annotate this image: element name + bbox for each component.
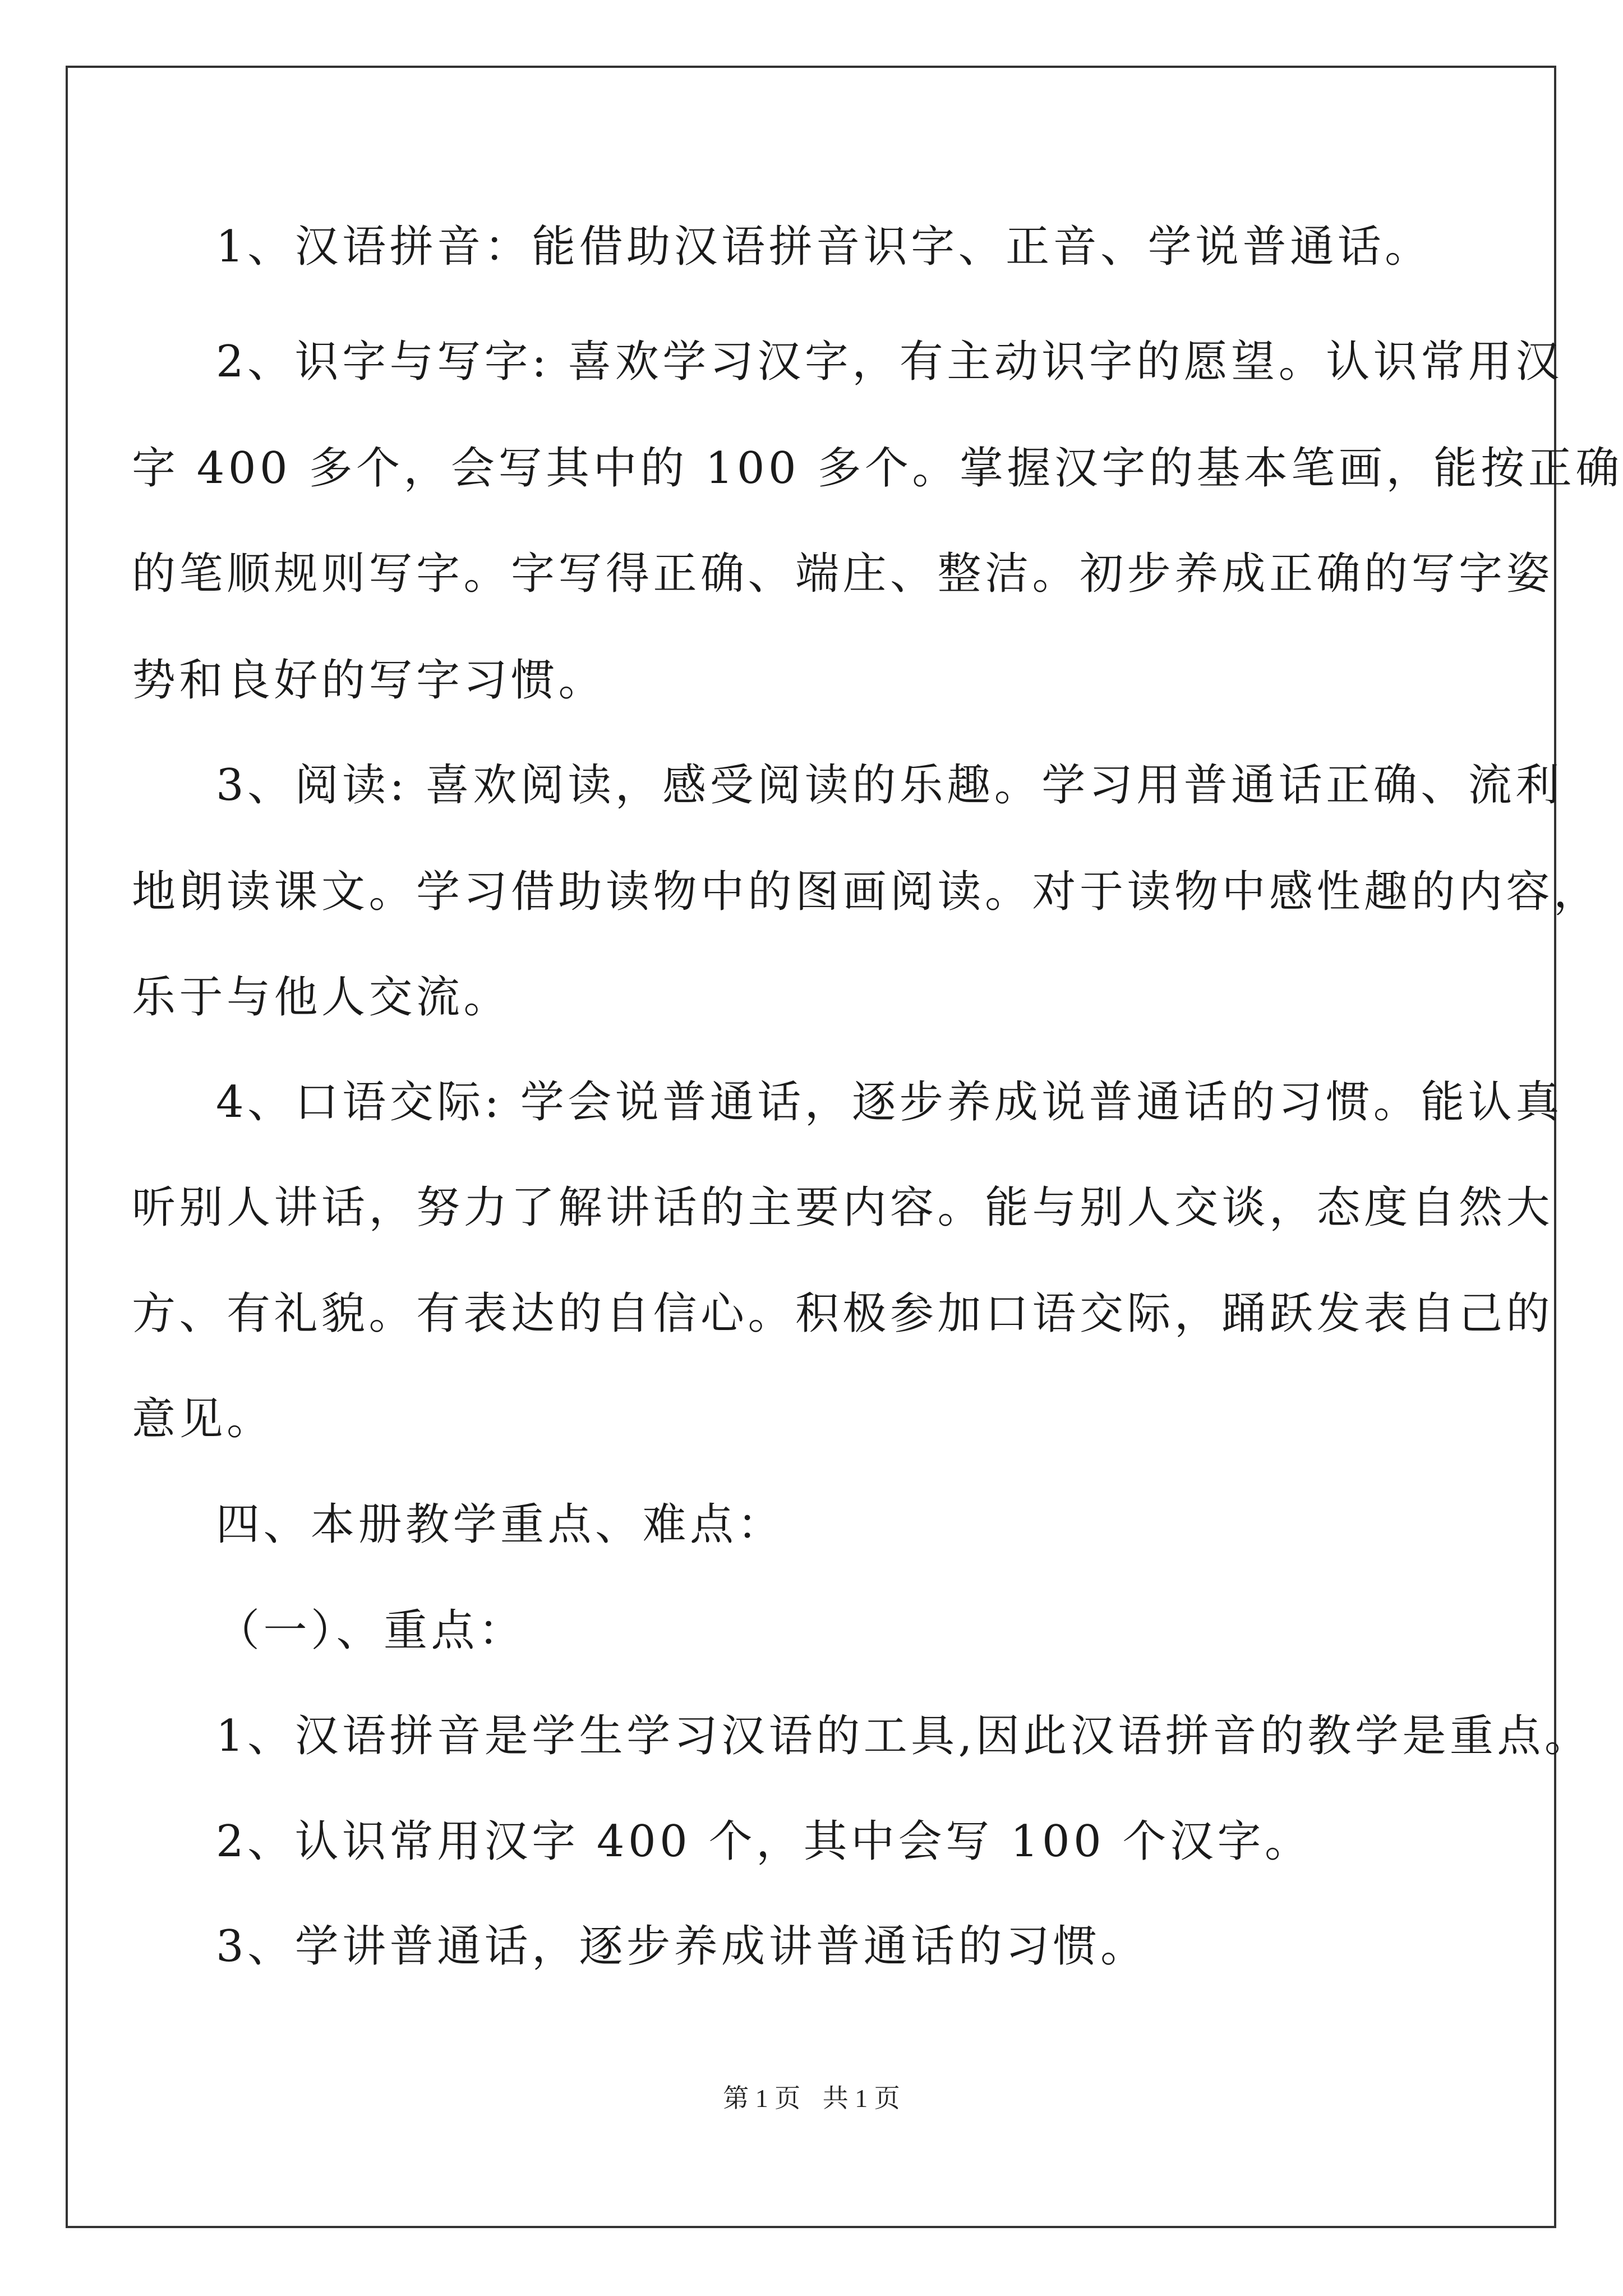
paragraph-line: 势和良好的写字习惯。: [132, 655, 606, 706]
page-border: [66, 66, 1556, 2228]
paragraph-line: 2、识字与写字: 喜欢学习汉字，有主动识字的愿望。认识常用汉: [216, 337, 1563, 387]
paragraph-line: 听别人讲话，努力了解讲话的主要内容。能与别人交谈，态度自然大: [132, 1182, 1554, 1233]
section-heading: 四、本册教学重点、难点：: [216, 1499, 785, 1550]
paragraph-line: 地朗读课文。学习借助读物中的图画阅读。对于读物中感性趣的内容，: [132, 867, 1601, 917]
paragraph-line: 意见。: [132, 1394, 274, 1444]
subsection-heading: （一）、重点：: [216, 1605, 526, 1656]
paragraph-line: 方、有礼貌。有表达的自信心。积极参加口语交际，踊跃发表自己的: [132, 1289, 1554, 1339]
paragraph-line: 的笔顺规则写字。字写得正确、端庄、整洁。初步养成正确的写字姿: [132, 549, 1554, 599]
page-total: 共 1 页: [822, 2084, 900, 2113]
page-footer: [0, 2083, 1623, 2114]
paragraph-line: 字 400 多个，会写其中的 100 多个。掌握汉字的基本笔画，能按正确: [132, 443, 1623, 494]
page-number: 第 1 页: [723, 2084, 801, 2113]
paragraph-line: 4、口语交际: 学会说普通话，逐步养成说普通话的习惯。能认真: [216, 1077, 1563, 1128]
key-point-item: 2、认识常用汉字 400 个，其中会写 100 个汉字。: [216, 1816, 1312, 1867]
key-point-item: 3、学讲普通话，逐步养成讲普通话的习惯。: [216, 1921, 1148, 1972]
paragraph-line: 3、阅读: 喜欢阅读，感受阅读的乐趣。学习用普通话正确、流利: [216, 760, 1563, 811]
paragraph-line: 1、汉语拼音：能借助汉语拼音识字、正音、学说普通话。: [216, 222, 1432, 272]
paragraph-line: 乐于与他人交流。: [132, 972, 511, 1023]
key-point-item: 1、汉语拼音是学生学习汉语的工具,因此汉语拼音的教学是重点。: [216, 1711, 1592, 1761]
